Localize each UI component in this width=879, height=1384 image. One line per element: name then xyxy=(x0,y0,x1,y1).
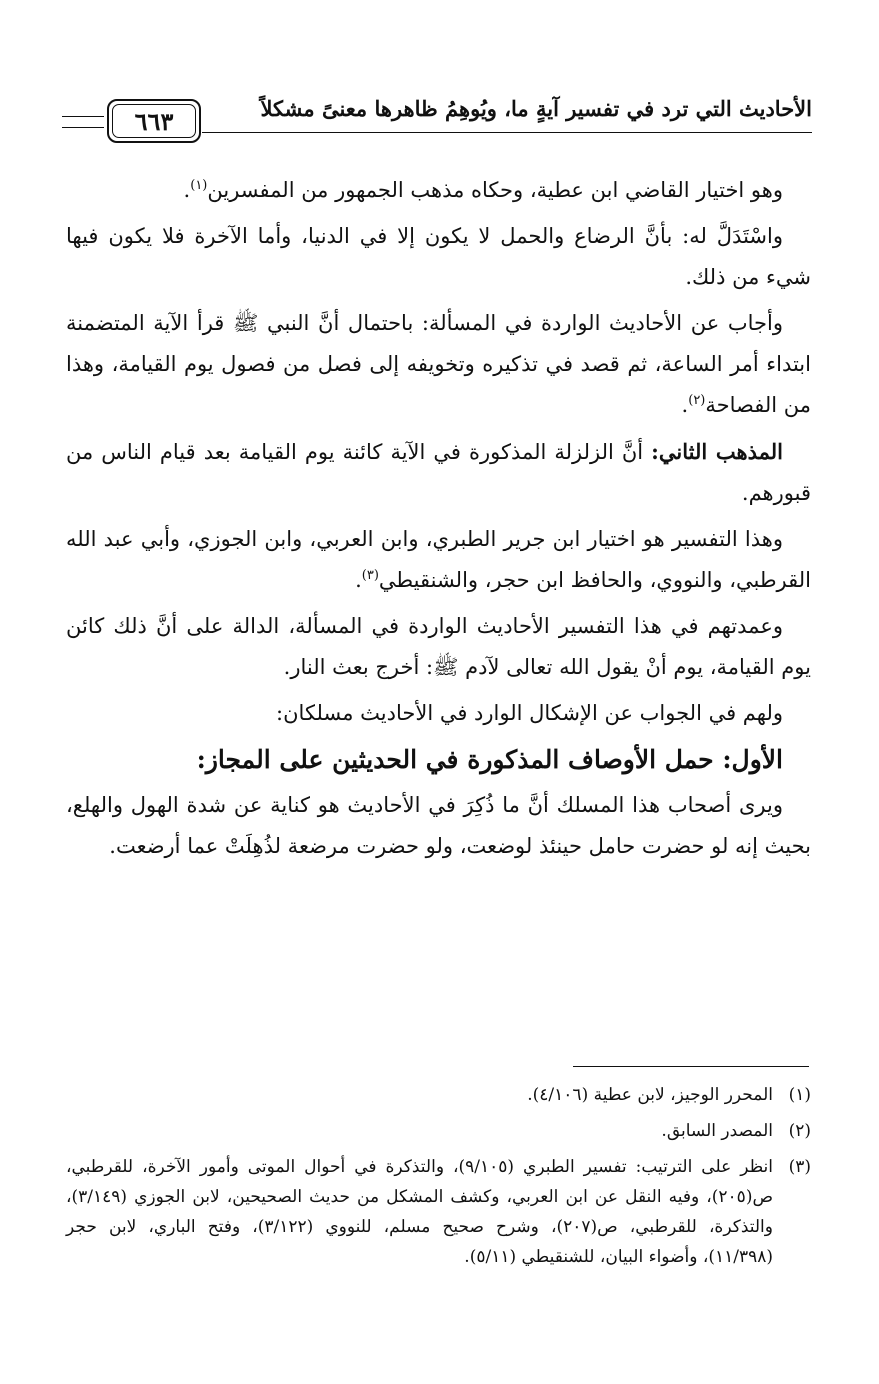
footnote-separator xyxy=(573,1066,809,1067)
header-rule xyxy=(202,132,812,133)
header-ornament-lines xyxy=(62,116,104,128)
main-text xyxy=(66,170,811,872)
paragraph-6: وعمدتهم في هذا التفسير الأحاديث الواردة في المسألة، الدالة على أنَّ ذلك كائن يوم القيامة، يوم أنْ يقول الله تعالى لآدم ﷺ: أخرج بعث النار. xyxy=(66,614,811,679)
section-heading: الأول: حمل الأوصاف المذكورة في الحديثين على المجاز: xyxy=(196,745,783,774)
page-header xyxy=(62,92,812,148)
paragraph-2: واسْتَدَلَّ له: بأنَّ الرضاع والحمل لا يكون إلا في الدنيا، وأما الآخرة فلا يكون فيها شيء من ذلك. xyxy=(66,224,811,289)
paragraph-1: وهو اختيار القاضي ابن عطية، وحكاه مذهب الجمهور من المفسرين$^{(١)}$. xyxy=(183,178,783,202)
page-number: ٦٦٣ xyxy=(107,99,201,143)
running-title: الأحاديث التي ترد في تفسير آيةٍ ما، ويُوهِمُ ظاهرها معنىً مشكلاً xyxy=(260,96,812,121)
footnotes xyxy=(66,1080,811,1278)
second-school-label: المذهب الثاني: xyxy=(651,439,783,464)
paragraph-5: وهذا التفسير هو اختيار ابن جرير الطبري، وابن العربي، وابن الجوزي، وأبي عبد الله القرطبي، والنووي، والحافظ ابن حجر، والشنقيطي$^{(٣)}$. xyxy=(66,527,811,592)
footnote-2: (٢) المصدر السابق. xyxy=(661,1121,811,1141)
paragraph-4: المذهب الثاني: أنَّ الزلزلة المذكورة في الآية كائنة يوم القيامة بعد قيام الناس من قبورهم. xyxy=(66,439,811,505)
footnote-ref-3: (٣) xyxy=(361,568,379,583)
paragraph-3: وأجاب عن الأحاديث الواردة في المسألة: باحتمال أنَّ النبي ﷺ قرأ الآية المتضمنة ابتداء أمر الساعة، ثم قصد في تذكيره وتخويفه إلى فصل من فصول يوم القيامة، وهذا من الفصاحة$^{(٢)}$. xyxy=(66,311,811,417)
footnote-ref-1: (١) xyxy=(190,178,208,193)
paragraph-7: ولهم في الجواب عن الإشكال الوارد في الأحاديث مسلكان: xyxy=(276,701,783,725)
footnote-3: (٣) انظر على الترتيب: تفسير الطبري (٩/١٠٥)، والتذكرة في أحوال الموتى وأمور الآخرة، للقرطبي، ص(٢٠٥)، وفيه النقل عن ابن العربي، وكشف المشكل من حديث الصحيحين، لابن الجوزي (٣/١٤٩)، والتذكرة، للقرطبي، ص(٢٠٧)، وشرح صحيح مسلم، للنووي (٣/١٢٢)، وفتح الباري، لابن حجر (١١/٣٩٨)، وأضواء البيان، للشنقيطي (٥/١١). xyxy=(66,1157,811,1267)
paragraph-8: ويرى أصحاب هذا المسلك أنَّ ما ذُكِرَ في الأحاديث هو كناية عن شدة الهول والهلع، بحيث إنه لو حضرت حامل حينئذ لوضعت، ولو حضرت مرضعة لذُهِلَتْ عما أرضعت. xyxy=(66,793,811,858)
footnote-1: (١) المحرر الوجيز، لابن عطية (٤/١٠٦). xyxy=(527,1085,811,1105)
footnote-ref-2: (٢) xyxy=(688,393,706,408)
